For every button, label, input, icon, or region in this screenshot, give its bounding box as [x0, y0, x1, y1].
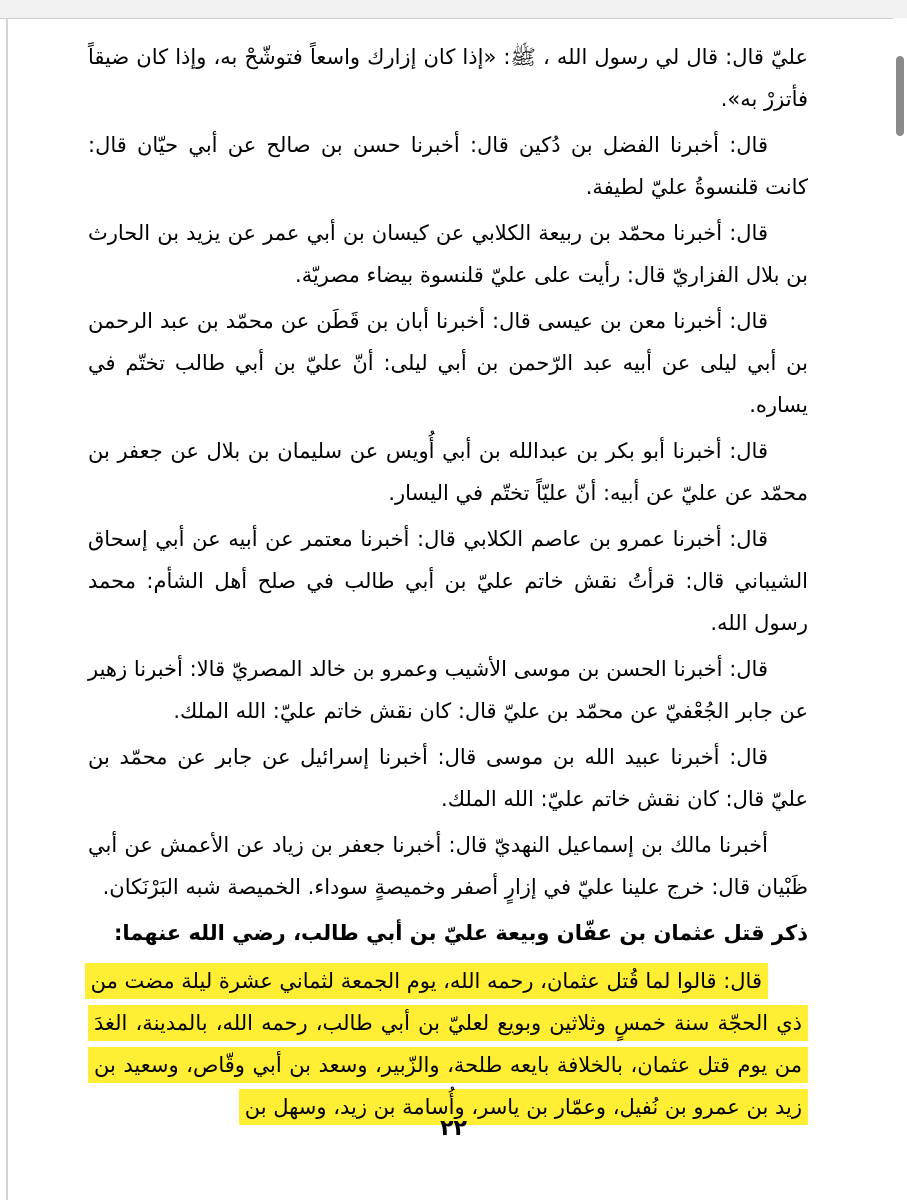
- paragraph-5: قال: أخبرنا أبو بكر بن عبدالله بن أبي أُويس عن سليمان بن بلال عن جعفر بن محمّد عن عليّ عن أبيه: أنّ عليّاً تختّم في اليسار.: [88, 439, 808, 505]
- paragraph-7: قال: أخبرنا الحسن بن موسى الأشيب وعمرو بن خالد المصريّ قالا: أخبرنا زهير عن جابر الجُعْفيّ عن محمّد بن عليّ قال: كان نقش خاتم عليّ: الله الملك.: [88, 657, 808, 723]
- paragraph-2: قال: أخبرنا الفضل بن دُكين قال: أخبرنا حسن بن صالح عن أبي حيّان قال: كانت قلنسوةُ عليّ لطيفة.: [88, 133, 808, 199]
- highlighted-paragraph: [88, 960, 808, 1128]
- scrollbar[interactable]: [893, 18, 907, 1200]
- paragraph-3: قال: أخبرنا محمّد بن ربيعة الكلابي عن كيسان بن أبي عمر عن يزيد بن الحارث بن بلال الفزاريّ قال: رأيت على عليّ قلنسوة بيضاء مصريّة.: [88, 221, 808, 287]
- page-body: [88, 36, 808, 1132]
- paragraph-9: أخبرنا مالك بن إسماعيل النهديّ قال: أخبرنا جعفر بن زياد عن الأعمش عن أبي ظَبْيان قال: خرج علينا عليّ في إزارٍ أصفر وخميصةٍ سوداء. الخميصة شبه البَرْنَكان.: [88, 833, 808, 899]
- page-number: ٢٢: [440, 1116, 467, 1141]
- paragraph-6: قال: أخبرنا عمرو بن عاصم الكلابي قال: أخبرنا معتمر عن أبيه عن أبي إسحاق الشيباني قال: قرأتُ نقش خاتم عليّ بن أبي طالب في صلح أهل الشأم: محمد رسول الله.: [88, 527, 808, 635]
- section-heading: ذكر قتل عثمان بن عفّان وبيعة عليّ بن أبي طالب، رضي الله عنهما:: [113, 921, 808, 945]
- paragraph-1: عليّ قال: قال لي رسول الله ، ﷺ: «إذا كان إزارك واسعاً فتوشّحْ به، وإذا كان ضيقاً فأتزرْ به».: [88, 45, 808, 111]
- viewer-top-edge: [0, 0, 907, 19]
- highlighted-text: قال: قالوا لما قُتل عثمان، رحمه الله، يوم الجمعة لثماني عشرة ليلة مضت من ذي الحجّة سنة خمسٍ وثلاثين وبويع لعليّ بن أبي طالب، رحمه الله، بالمدينة، الغدَ من يوم قتل عثمان، بالخلافة بايعه طلحة، والزّبير، وسعد بن أبي وقّاص، وسعيد بن زيد بن عمرو بن نُفيل، وعمّار بن ياسر، وأُسامة بن زيد، وسهل بن: [85, 963, 808, 1125]
- scrollbar-thumb[interactable]: [896, 56, 904, 136]
- paragraph-4: قال: أخبرنا معن بن عيسى قال: أخبرنا أبان بن قَطَن عن محمّد بن عبد الرحمن بن أبي ليلى عن أبيه عبد الرّحمن بن أبي ليلى: أنّ عليّ بن أبي طالب تختّم في يساره.: [88, 309, 808, 417]
- page-left-edge: [6, 18, 8, 1200]
- paragraph-8: قال: أخبرنا عبيد الله بن موسى قال: أخبرنا إسرائيل عن جابر عن محمّد بن عليّ قال: كان نقش خاتم عليّ: الله الملك.: [88, 745, 808, 811]
